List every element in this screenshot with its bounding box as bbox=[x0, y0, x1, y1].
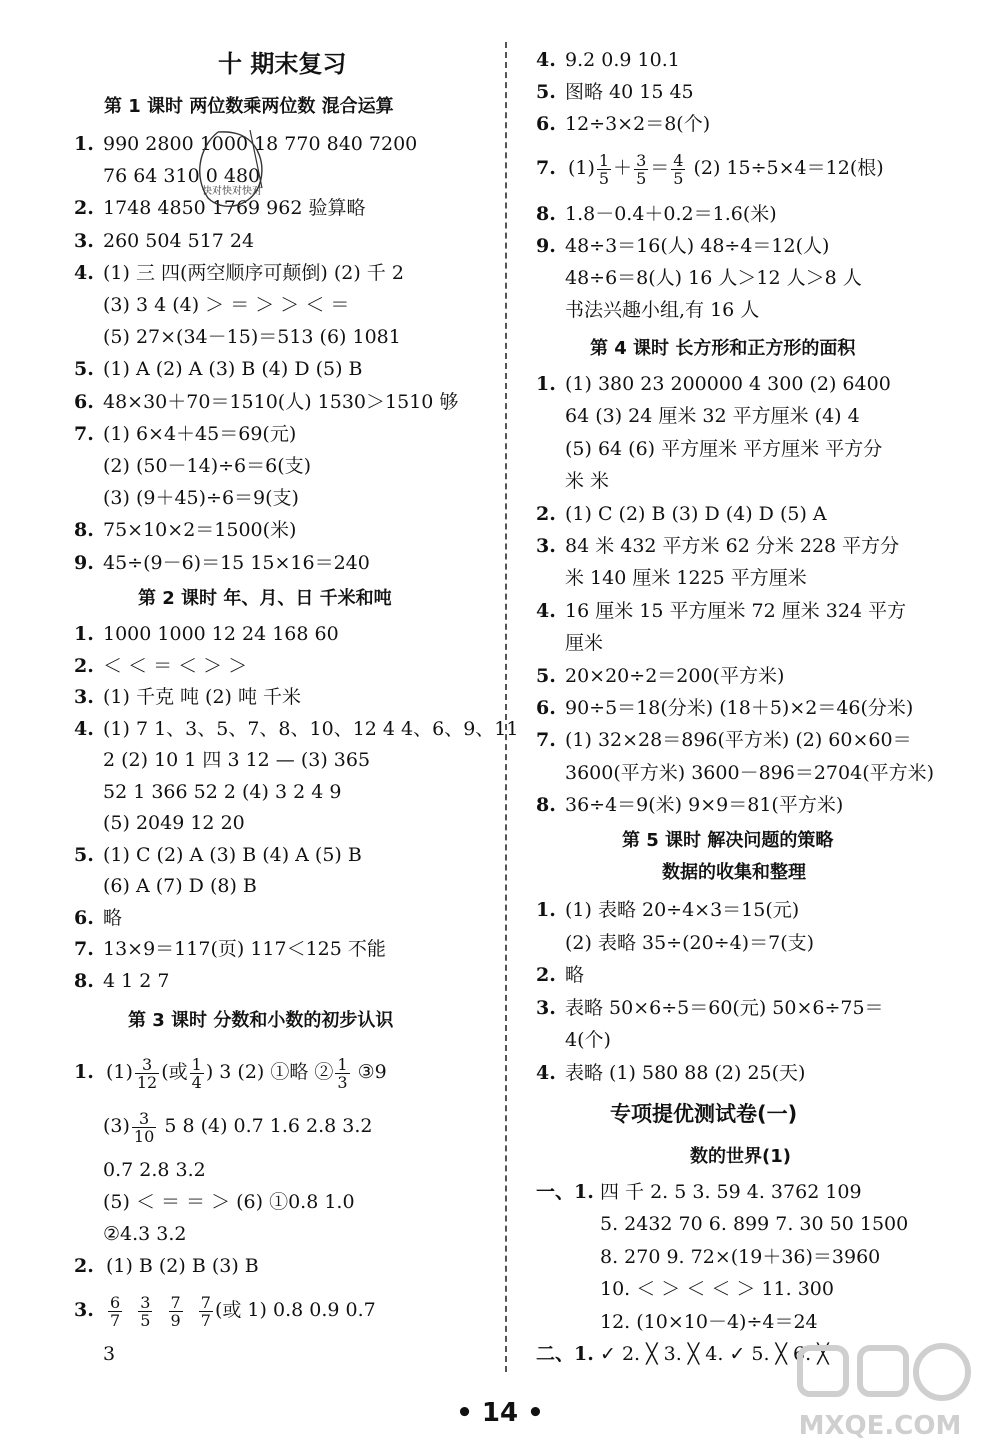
watermark-text: MXQE.COM bbox=[798, 1411, 962, 1440]
question-number: 5. bbox=[536, 81, 556, 103]
answer-text: 8. 270 9. 72×(19＋36)＝3960 bbox=[600, 1245, 881, 1268]
answer-line bbox=[536, 469, 609, 497]
question-number: 2. bbox=[536, 964, 556, 987]
answer-line bbox=[536, 898, 799, 926]
question-number: 8. bbox=[536, 203, 556, 225]
chapter-title: 十 期末复习 bbox=[218, 50, 347, 78]
question-number: 4. bbox=[536, 599, 556, 622]
answer-line bbox=[536, 664, 784, 692]
question-number: 5. bbox=[74, 843, 94, 866]
answer-text: (1) 380 23 200000 4 300 (2) 6400 bbox=[565, 373, 891, 395]
answer-text: (1) C (2) B (3) D (4) D (5) A bbox=[565, 502, 827, 525]
fraction: $\frac{1}{3}$ bbox=[337, 1054, 348, 1092]
answer-text: 1.8－0.4＋0.2＝1.6(米) bbox=[565, 203, 777, 225]
answer-line bbox=[74, 454, 311, 482]
answer-text: 10. ＜ ＞ ＜ ＜ ＞ 11. 300 bbox=[600, 1278, 834, 1301]
answer-line bbox=[74, 293, 349, 321]
answer-line bbox=[74, 937, 386, 965]
answer-text: 4(个) bbox=[565, 1029, 611, 1052]
question-number: 2. bbox=[74, 197, 94, 220]
question-number: 5. bbox=[74, 358, 94, 381]
answer-line bbox=[536, 963, 584, 991]
answer-line bbox=[74, 685, 301, 713]
answer-line bbox=[74, 518, 296, 546]
lesson-3-q1-line-e: ②4.3 3.2 bbox=[103, 1223, 187, 1245]
answer-line bbox=[536, 931, 814, 959]
answer-line bbox=[74, 811, 245, 839]
answer-line bbox=[536, 1245, 880, 1273]
answer-text: 米 米 bbox=[565, 470, 610, 493]
answer-line bbox=[536, 1212, 908, 1240]
test-subtitle: 数的世界(1) bbox=[690, 1146, 791, 1167]
column-divider bbox=[505, 42, 507, 1372]
watermark-logo bbox=[780, 1330, 990, 1440]
answer-text: (1) 三 四(两空顺序可颠倒) (2) 千 2 bbox=[103, 261, 404, 284]
answer-line bbox=[536, 404, 860, 432]
question-number: 6. bbox=[536, 697, 556, 719]
answer-text: (1) 表略 20÷4×3＝15(元) bbox=[565, 899, 800, 921]
question-number: 1. bbox=[536, 899, 556, 921]
answer-text: 260 504 517 24 bbox=[103, 229, 255, 252]
fraction: $\frac{1}{5}$ bbox=[598, 150, 610, 188]
answer-text: 4 1 2 7 bbox=[103, 969, 170, 992]
question-number: 8. bbox=[536, 794, 556, 817]
question-number: 4. bbox=[74, 717, 94, 740]
fraction: $\frac{3}{5}$ bbox=[636, 150, 647, 188]
question-number: 2. bbox=[536, 502, 556, 525]
question-number: 6. bbox=[536, 113, 556, 135]
answer-line bbox=[74, 843, 362, 871]
answer-text: 略 bbox=[103, 906, 123, 929]
answer-line bbox=[536, 696, 913, 724]
question-number: 6. bbox=[74, 390, 94, 413]
answer-line bbox=[74, 780, 341, 808]
answer-text: 990 2800 1000 18 770 840 7200 bbox=[103, 133, 418, 155]
fraction: $\frac{7}{7}$ bbox=[200, 1292, 211, 1330]
answer-text: 13×9＝117(页) 117＜125 不能 bbox=[103, 938, 386, 960]
question-number: 9. bbox=[536, 235, 556, 257]
answer-line bbox=[536, 566, 807, 594]
question-number: 7. bbox=[536, 729, 556, 752]
fraction: $\frac{6}{7}$ bbox=[109, 1292, 121, 1330]
handwritten-scribble bbox=[188, 128, 298, 214]
answer-text: (1) 32×28＝896(平方米) (2) 60×60＝ bbox=[565, 729, 912, 752]
answer-text: (1) 千克 吨 (2) 吨 千米 bbox=[103, 686, 302, 708]
answer-line bbox=[74, 357, 363, 385]
answer-text: 四 千 2. 5 3. 59 4. 3762 109 bbox=[600, 1181, 862, 1203]
question-number: 二、1. bbox=[536, 1343, 594, 1365]
answer-line bbox=[536, 1180, 862, 1208]
question-number: 1. bbox=[74, 623, 94, 645]
answer-text: 9.2 0.9 10.1 bbox=[565, 49, 680, 71]
answer-text: 米 140 厘米 1225 平方厘米 bbox=[565, 567, 807, 590]
question-number: 5. bbox=[536, 664, 556, 687]
answer-text: 1000 1000 12 24 168 60 bbox=[103, 623, 339, 645]
answer-text: ✓ 2. ╳ 3. ╳ 4. ✓ 5. ╳ 6. ╳ bbox=[600, 1343, 829, 1365]
answer-text: 图略 40 15 45 bbox=[565, 81, 694, 103]
answer-text: 75×10×2＝1500(米) bbox=[103, 519, 297, 542]
lesson-1-title: 第 1 课时 两位数乘两位数 混合运算 bbox=[104, 96, 394, 117]
answer-text: 48÷6＝8(人) 16 人＞12 人＞8 人 bbox=[565, 267, 862, 289]
answer-line bbox=[536, 1028, 611, 1056]
answer-text: (3) 3 4 (4) ＞ ＝ ＞ ＞ ＜ ＝ bbox=[103, 294, 350, 316]
answer-text: 5. 2432 70 6. 899 7. 30 50 1500 bbox=[600, 1213, 909, 1236]
answer-line bbox=[536, 728, 912, 756]
lesson-3-q1-line-a: 1. (1) $\frac{3}{12}$ (或 $\frac{1}{4}$ ) 3 (2) ①略 ② $\frac{1}{3}$ ③9 bbox=[74, 1054, 387, 1092]
lesson-5-title: 第 5 课时 解决问题的策略 bbox=[622, 830, 834, 851]
question-number: 4. bbox=[536, 1062, 556, 1084]
answer-text: 36÷4＝9(米) 9×9＝81(平方米) bbox=[565, 794, 844, 817]
answer-text: 3600(平方米) 3600－896＝2704(平方米) bbox=[565, 761, 935, 784]
answer-text: (5) 2049 12 20 bbox=[103, 812, 245, 834]
answer-line bbox=[74, 325, 401, 353]
answer-text: 1748 4850 1769 962 验算略 bbox=[103, 197, 366, 220]
answer-line bbox=[536, 202, 777, 230]
answer-line bbox=[536, 793, 843, 821]
answer-text: 表略 50×6÷5＝60(元) 50×6÷75＝ bbox=[565, 996, 884, 1019]
answer-line bbox=[536, 1310, 818, 1338]
question-number: 7. bbox=[74, 938, 94, 960]
answer-text: ＜ ＜ ＝ ＜ ＞ ＞ bbox=[103, 654, 248, 677]
answer-line bbox=[536, 112, 710, 140]
question-number: 4. bbox=[536, 49, 556, 71]
answer-line bbox=[74, 874, 257, 902]
question-number: 1. bbox=[536, 373, 556, 395]
answer-line bbox=[536, 48, 680, 76]
answer-line bbox=[74, 229, 254, 257]
lesson-3-q7: 7. (1) $\frac{1}{5}$ ＋ $\frac{3}{5}$ ＝ $\frac{4}{5}$ (2) 15÷5×4＝12(根) bbox=[536, 150, 884, 188]
lesson-3-q1-line-d: (5) ＜ ＝ ＝ ＞ (6) ①0.8 1.0 bbox=[103, 1191, 355, 1213]
answer-text: (1) 6×4＋45＝69(元) bbox=[103, 422, 297, 445]
answer-text: 45÷(9－6)＝15 15×16＝240 bbox=[103, 551, 370, 574]
question-number: 3. bbox=[74, 686, 94, 708]
answer-text: (1) 7 1、3、5、7、8、10、12 4 4、6、9、11 bbox=[103, 717, 519, 740]
lesson-3-q2: 2. (1) B (2) B (3) B bbox=[74, 1255, 259, 1277]
answer-line bbox=[536, 80, 694, 108]
answer-text: (1) A (2) A (3) B (4) D (5) B bbox=[103, 358, 363, 381]
answer-text: 64 (3) 24 厘米 32 平方厘米 (4) 4 bbox=[565, 405, 860, 428]
answer-text: 厘米 bbox=[565, 632, 604, 655]
fraction: $\frac{4}{5}$ bbox=[673, 150, 684, 188]
question-number: 2. bbox=[74, 654, 94, 677]
answer-line bbox=[536, 298, 759, 326]
answer-text: (2) (50－14)÷6＝6(支) bbox=[103, 455, 312, 477]
answer-line bbox=[536, 372, 891, 400]
answer-text: 52 1 366 52 2 (4) 3 2 4 9 bbox=[103, 780, 342, 803]
answer-text: 略 bbox=[565, 964, 585, 987]
fraction: $\frac{1}{4}$ bbox=[191, 1054, 202, 1092]
answer-line bbox=[74, 748, 370, 776]
answer-text: 2 (2) 10 1 四 3 12 — (3) 365 bbox=[103, 749, 371, 771]
answer-line bbox=[74, 654, 247, 682]
answer-text: 48÷3＝16(人) 48÷4＝12(人) bbox=[565, 235, 830, 257]
lesson-3-q3-cont: 3 bbox=[103, 1343, 116, 1365]
lesson-3-q1-line-c: 0.7 2.8 3.2 bbox=[103, 1159, 206, 1181]
answer-line bbox=[536, 1277, 834, 1305]
answer-line bbox=[536, 534, 899, 562]
question-number: 4. bbox=[74, 261, 94, 284]
answer-text: (2) 表略 35÷(20÷4)＝7(支) bbox=[565, 931, 815, 954]
answer-line bbox=[536, 761, 934, 789]
answer-text: 20×20÷2＝200(平方米) bbox=[565, 664, 785, 687]
answer-text: 书法兴趣小组,有 16 人 bbox=[565, 299, 760, 321]
page-number: • 14 • bbox=[456, 1398, 544, 1428]
answer-text: 12÷3×2＝8(个) bbox=[565, 113, 711, 135]
question-number: 7. bbox=[74, 422, 94, 445]
answer-line bbox=[74, 422, 296, 450]
answer-line bbox=[74, 906, 122, 934]
question-number: 9. bbox=[74, 551, 94, 574]
answer-text: (5) 64 (6) 平方厘米 平方厘米 平方分 bbox=[565, 437, 883, 460]
question-number: 8. bbox=[74, 519, 94, 542]
answer-text: 表略 (1) 580 88 (2) 25(天) bbox=[565, 1062, 806, 1084]
answer-line bbox=[74, 622, 339, 650]
question-number: 8. bbox=[74, 969, 94, 992]
fraction: $\frac{3}{5}$ bbox=[140, 1292, 151, 1330]
answer-line bbox=[536, 996, 884, 1024]
answer-line bbox=[74, 969, 169, 997]
lesson-3-q3: 3. $\frac{6}{7}$ $\frac{3}{5}$ $\frac{7}{9}$ $\frac{7}{7}$ (或 1) 0.8 0.9 0.7 bbox=[74, 1292, 376, 1330]
answer-line bbox=[74, 390, 458, 418]
lesson-3-title: 第 3 课时 分数和小数的初步认识 bbox=[128, 1010, 394, 1031]
answer-line bbox=[536, 631, 603, 659]
lesson-2-title: 第 2 课时 年、月、日 千米和吨 bbox=[138, 588, 392, 609]
answer-line bbox=[74, 717, 519, 745]
question-number: 1. bbox=[74, 133, 94, 155]
answer-line bbox=[536, 266, 862, 294]
question-number: 3. bbox=[536, 535, 556, 557]
answer-line bbox=[536, 234, 829, 262]
answer-text: (1) C (2) A (3) B (4) A (5) B bbox=[103, 843, 362, 866]
lesson-5-subtitle: 数据的收集和整理 bbox=[662, 862, 806, 883]
answer-text: (3) (9＋45)÷6＝9(支) bbox=[103, 487, 299, 510]
question-number: 3. bbox=[74, 229, 94, 252]
question-number: 一、1. bbox=[536, 1181, 594, 1203]
answer-line bbox=[74, 486, 299, 514]
answer-text: (5) 27×(34－15)＝513 (6) 1081 bbox=[103, 326, 401, 349]
answer-line bbox=[536, 437, 882, 465]
fraction: $\frac{3}{10}$ bbox=[133, 1108, 155, 1146]
answer-line bbox=[536, 502, 827, 530]
answer-line bbox=[536, 1061, 805, 1089]
lesson-3-q1-line-b: (3) $\frac{3}{10}$ 5 8 (4) 0.7 1.6 2.8 3.2 bbox=[103, 1108, 373, 1146]
answer-text: 84 米 432 平方米 62 分米 228 平方分 bbox=[565, 535, 900, 557]
answer-line bbox=[74, 261, 404, 289]
answer-text: 76 64 310 0 480 bbox=[103, 165, 261, 188]
scribble-text: 快对快对快对 bbox=[202, 186, 262, 197]
answer-line bbox=[74, 551, 370, 579]
fraction: $\frac{3}{12}$ bbox=[136, 1054, 158, 1092]
test-title: 专项提优测试卷(一) bbox=[610, 1102, 798, 1126]
answer-text: 12. (10×10－4)÷4＝24 bbox=[600, 1310, 818, 1333]
lesson-4-title: 第 4 课时 长方形和正方形的面积 bbox=[590, 338, 856, 359]
answer-text: 90÷5＝18(分米) (18＋5)×2＝46(分米) bbox=[565, 697, 914, 719]
answer-text: 48×30＋70＝1510(人) 1530＞1510 够 bbox=[103, 390, 459, 413]
question-number: 6. bbox=[74, 906, 94, 929]
answer-text: 16 厘米 15 平方厘米 72 厘米 324 平方 bbox=[565, 599, 907, 622]
fraction: $\frac{7}{9}$ bbox=[170, 1292, 181, 1330]
answer-line bbox=[536, 599, 906, 627]
answer-text: (6) A (7) D (8) B bbox=[103, 875, 257, 897]
question-number: 3. bbox=[536, 996, 556, 1019]
